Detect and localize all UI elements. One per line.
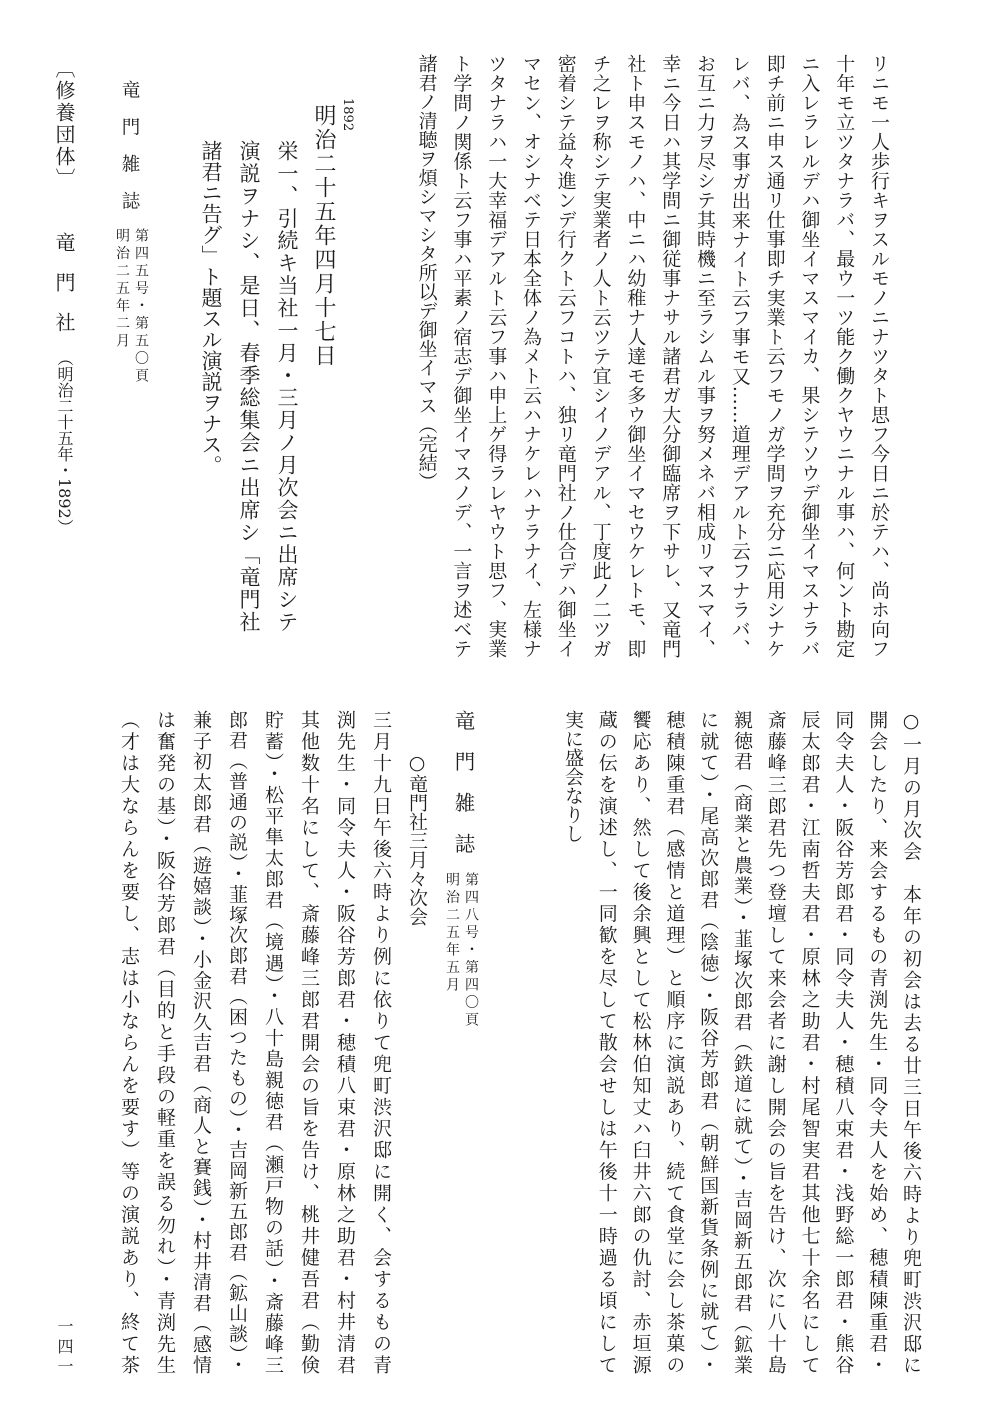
text-line: マセン、オシナベテ日本全体ノ為メト云ハナケレハナラナイ、左様ナ <box>520 54 542 658</box>
entry-line: 演説ヲナシ、是日、春季総集会ニ出席シ「竜門社 <box>237 140 261 632</box>
text-line: 貯蓄）・松平隼太郎君（境遇）・八十島親徳君（瀬戸物の話）・斎藤峰三 <box>262 710 284 1374</box>
entry-date: 明治二十五年四月十七日 <box>311 104 336 368</box>
text-line: 饗応あり、然して後余興として松林伯知丈ハ臼井六郎の仇討、赤垣源 <box>629 710 652 1374</box>
text-line: ト学問ノ関係ト云フ事ハ平素ノ宿志デ御坐イマスノデ、一言ヲ述ベテ <box>450 54 473 658</box>
text-line: 社ト申スモノハ、中ニハ幼稚ナ人達モ多ウ御坐イマセウケレトモ、即 <box>624 54 647 658</box>
text-line: （才は大ならんを要し、志は小ならんを要す）等の演説あり、終て茶 <box>118 710 140 1374</box>
text-line: 親徳君（商業と農業）・韮塚次郎君（鉄道に就て）・吉岡新五郎君（鉱業 <box>731 710 753 1374</box>
source-date: 明治二五年五月 <box>444 872 460 995</box>
text-line: に就て）・尾高次郎君（陰徳）・阪谷芳郎君（朝鮮国新貨条例に就て）・ <box>697 710 720 1374</box>
text-line: 穂積陳重君（感情と道理）と順序に演説あり、続て食堂に会し茶菓の <box>663 710 686 1374</box>
text-line: チ之レヲ称シテ実業者ノ人ト云ツテ宜シイノデアル、丁度此ノ二ツガ <box>589 54 612 658</box>
running-head-publisher: 竜 門 社 <box>52 232 76 332</box>
text-line: ○一月の月次会 本年の初会は去る廿三日午後六時より兜町渋沢邸に <box>900 710 922 1374</box>
source-issue: 第四八号・第四〇頁 <box>463 872 479 1030</box>
source-title: 竜 門 雑 誌 <box>119 80 140 210</box>
text-line: 密着シテ益々進ンデ行クト云フコトハ、独リ竜門社ノ仕合デハ御坐イ <box>554 54 577 658</box>
text-line: ニ入レラレルデハ御坐イマスマイカ、果シテソウデ御坐イマスナラバ <box>798 54 821 658</box>
running-head-year: （明治二十五年・1892） <box>55 350 74 535</box>
text-line: 幸ニ今日ハ其学問ニ御従事ナサル諸君ガ大分御臨席ヲ下サレ、又竜門 <box>659 54 682 658</box>
text-line: は奮発の基）・阪谷芳郎君（目的と手段の軽重を誤る勿れ）・青渕先生 <box>154 710 176 1374</box>
text-line: 蔵の伝を演述し、一同歓を尽して散会せしは午後十一時過る頃にして <box>595 710 618 1374</box>
text-line: 斎藤峰三郎君先つ登壇して来会者に謝し開会の旨を告け、次に八十島 <box>764 710 787 1374</box>
entry-line: 諸君ニ告グ」ト題スル演説ヲナス。 <box>199 140 223 476</box>
text-line: 其他数十名にして、斎藤峰三郎君開会の旨を告け、桃井健吾君（勤倹 <box>298 710 320 1374</box>
text-line: レバ、為ス事ガ出来ナイト云フ事モ又……道理デアルト云フナラバ、 <box>728 54 751 658</box>
text-line: リニモ一人歩行キヲスルモノニナツタト思フ今日ニ於テハ、尚ホ向フ <box>868 54 890 658</box>
source-title: 竜 門 雑 誌 <box>451 710 475 854</box>
text-line: ツタナラハ一大幸福デアルト云フ事ハ申上ゲ得ラレヤウト思フ、実業 <box>485 54 508 658</box>
source-issue: 第四五号・第五〇頁 <box>133 228 149 386</box>
entry-western-year: 1892 <box>340 98 355 132</box>
text-line: 辰太郎君・江南哲夫君・原林之助君・村尾智実君其他七十余名にして <box>798 710 821 1374</box>
article-heading: ○竜門社三月々次会 <box>406 752 428 926</box>
text-line: 実に盛会なりし <box>562 710 584 843</box>
page-number: 一四一 <box>55 1318 74 1378</box>
running-head-category: 〔修養団体〕 <box>52 58 76 190</box>
text-line: お互ニ力ヲ尽シテ其時機ニ至ラシムル事ヲ努メネバ相成リマスマイ、 <box>694 54 716 658</box>
text-line: 兼子初太郎君（遊嬉談）・小金沢久吉君（商人と賽銭）・村井清君（感情 <box>190 710 212 1374</box>
source-date: 明治二五年二月 <box>114 228 130 351</box>
text-line: 諸君ノ清聴ヲ煩シマシタ所以デ御坐イマス（完結） <box>415 54 438 491</box>
text-line: 即チ前ニ申ス通リ仕事即チ実業ト云フモノガ学問ヲ充分ニ応用シナケ <box>763 54 786 658</box>
text-line: 十年モ立ツタナラバ、最ウ一ツ能ク働クヤウニナル事ハ、何ント勘定 <box>833 54 856 658</box>
text-line: 同令夫人・阪谷芳郎君・同令夫人・穂積八束君・浅野総一郎君・熊谷 <box>832 710 855 1374</box>
text-line: 渕先生・同令夫人・阪谷芳郎君・穂積八束君・原林之助君・村井清君 <box>334 710 356 1374</box>
text-line: 開会したり、来会するもの青渕先生・同令夫人を始め、穂積陳重君・ <box>866 710 889 1374</box>
entry-line: 栄一、引続キ当社一月・三月ノ月次会ニ出席シテ <box>275 140 299 632</box>
text-line: 郎君（普通の説）・韮塚次郎君（困つたもの）・吉岡新五郎君（鉱山談）・ <box>226 710 248 1374</box>
text-line: 三月十九日午後六時より例に依りて兜町渋沢邸に開く、会するもの青 <box>370 710 392 1374</box>
